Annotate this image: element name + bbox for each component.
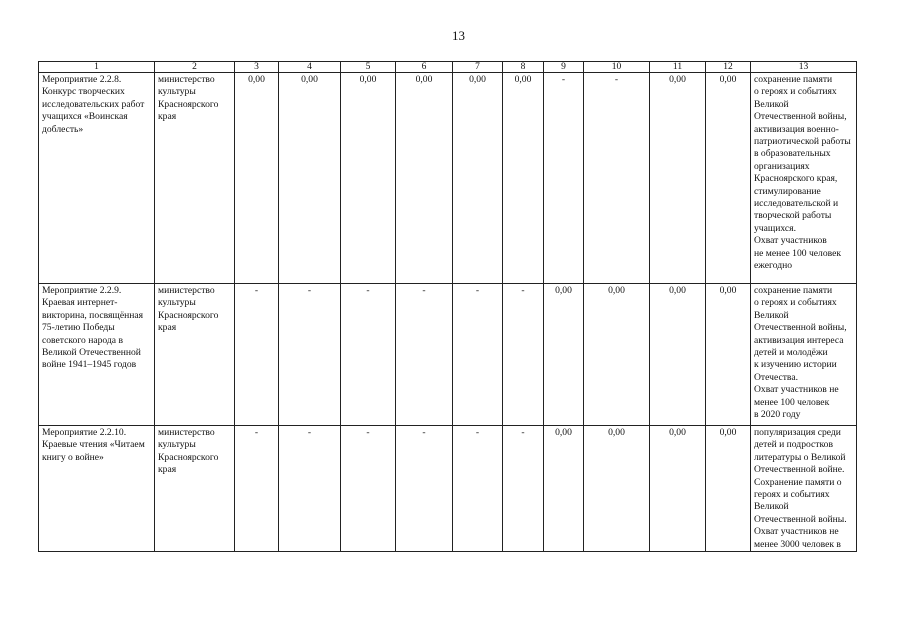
table-row [39, 426, 857, 552]
value-cell: - [453, 284, 503, 426]
column-header: 8 [503, 62, 544, 73]
event-name-cell: Мероприятие 2.2.9. Краевая интернет-викторина, посвящённая 75-летию Победы советского народа в Великой Отечественной войне 1941–1945 годов [39, 284, 155, 426]
value-cell: - [341, 426, 396, 552]
column-header: 2 [155, 62, 235, 73]
value-cell: - [544, 73, 584, 284]
column-header: 11 [650, 62, 706, 73]
value-cell: 0,00 [650, 73, 706, 284]
value-cell: - [584, 73, 650, 284]
value-cell: - [503, 426, 544, 552]
value-cell: - [235, 284, 279, 426]
value-cell: 0,00 [584, 426, 650, 552]
value-cell: - [279, 284, 341, 426]
column-header: 10 [584, 62, 650, 73]
value-cell: 0,00 [235, 73, 279, 284]
result-cell: сохранение памяти о героях и событиях Великой Отечественной войны, активизация интереса детей и молодёжи к изучению истории Отечества. Охват участников не менее 100 человек в 2020 году [751, 284, 857, 426]
column-header: 3 [235, 62, 279, 73]
column-header: 1 [39, 62, 155, 73]
value-cell: - [396, 284, 453, 426]
responsible-cell: министерство культуры Красноярского края [155, 73, 235, 284]
result-cell: сохранение памяти о героях и событиях Великой Отечественной войны, активизация военно-патриотической работы в образовательных организациях Красноярского края, стимулирование исследовательской и творческой работы учащихся. Охват участников не менее 100 человек ежегодно [751, 73, 857, 284]
value-cell: 0,00 [584, 284, 650, 426]
column-header: 7 [453, 62, 503, 73]
value-cell: 0,00 [706, 284, 751, 426]
value-cell: 0,00 [341, 73, 396, 284]
event-name-cell: Мероприятие 2.2.10. Краевые чтения «Читаем книгу о войне» [39, 426, 155, 552]
value-cell: 0,00 [279, 73, 341, 284]
responsible-cell: министерство культуры Красноярского края [155, 284, 235, 426]
value-cell: 0,00 [544, 426, 584, 552]
header-row [39, 62, 857, 73]
value-cell: - [396, 426, 453, 552]
program-table [38, 61, 857, 552]
value-cell: - [235, 426, 279, 552]
value-cell: - [453, 426, 503, 552]
column-header: 5 [341, 62, 396, 73]
column-header: 6 [396, 62, 453, 73]
value-cell: 0,00 [544, 284, 584, 426]
value-cell: 0,00 [396, 73, 453, 284]
result-cell: популяризация среди детей и подростков литературы о Великой Отечественной войне. Сохранение памяти о героях и событиях Великой Отечественной войны. Охват участников не менее 3000 человек в [751, 426, 857, 552]
value-cell: - [279, 426, 341, 552]
event-name-cell: Мероприятие 2.2.8. Конкурс творческих исследовательских работ учащихся «Воинская доблесть» [39, 73, 155, 284]
responsible-cell: министерство культуры Красноярского края [155, 426, 235, 552]
value-cell: 0,00 [503, 73, 544, 284]
column-header: 13 [751, 62, 857, 73]
value-cell: 0,00 [453, 73, 503, 284]
page-number: 13 [452, 28, 465, 43]
column-header: 4 [279, 62, 341, 73]
value-cell: - [503, 284, 544, 426]
column-header: 9 [544, 62, 584, 73]
value-cell: - [341, 284, 396, 426]
column-header: 12 [706, 62, 751, 73]
value-cell: 0,00 [650, 284, 706, 426]
value-cell: 0,00 [706, 73, 751, 284]
value-cell: 0,00 [706, 426, 751, 552]
table-row [39, 73, 857, 284]
value-cell: 0,00 [650, 426, 706, 552]
table-row [39, 284, 857, 426]
